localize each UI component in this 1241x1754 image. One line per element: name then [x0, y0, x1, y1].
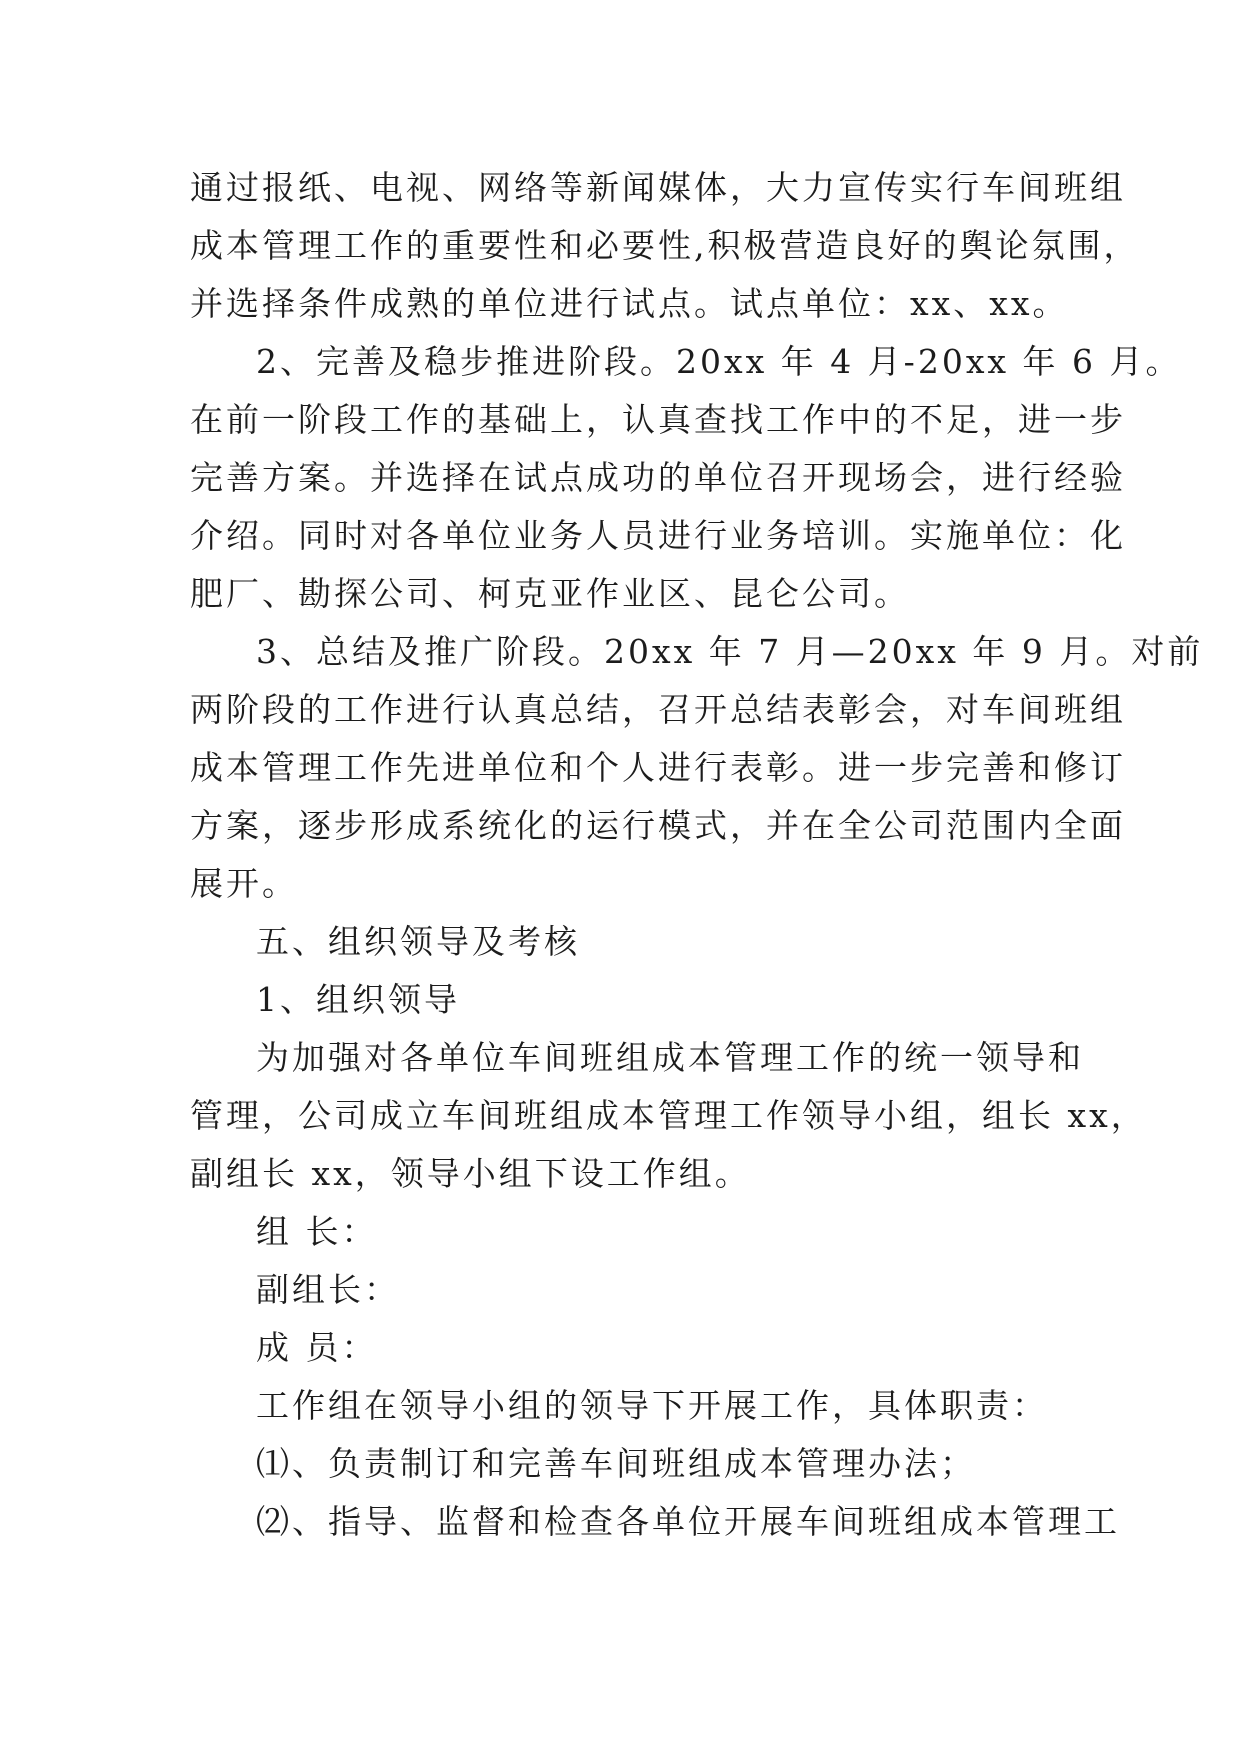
group-leader-label: 组 长： — [256, 1212, 378, 1251]
body-text-line: 肥厂、勘探公司、柯克亚作业区、昆仑公司。 — [190, 574, 910, 613]
section-heading: 五、组织领导及考核 — [256, 922, 580, 961]
body-text-line: 展开。 — [190, 864, 298, 903]
body-text-line: 在前一阶段工作的基础上，认真查找工作中的不足，进一步 — [190, 400, 1126, 439]
body-text-line: 工作组在领导小组的领导下开展工作，具体职责： — [256, 1386, 1048, 1425]
list-item: ⑵、指导、监督和检查各单位开展车间班组成本管理工 — [256, 1502, 1120, 1541]
list-item: ⑴、负责制订和完善车间班组成本管理办法； — [256, 1444, 976, 1483]
body-text-line: 介绍。同时对各单位业务人员进行业务培训。实施单位：化 — [190, 516, 1126, 555]
body-text-line: 方案，逐步形成系统化的运行模式，并在全公司范围内全面 — [190, 806, 1126, 845]
members-label: 成 员： — [256, 1328, 378, 1367]
body-text-line: 为加强对各单位车间班组成本管理工作的统一领导和 — [256, 1038, 1084, 1077]
body-text-line: 并选择条件成熟的单位进行试点。试点单位：xx、xx。 — [190, 284, 1069, 323]
body-text-line: 完善方案。并选择在试点成功的单位召开现场会，进行经验 — [190, 458, 1126, 497]
deputy-leader-label: 副组长： — [256, 1270, 400, 1309]
subsection-heading: 1、组织领导 — [256, 980, 460, 1019]
body-text-line: 成本管理工作先进单位和个人进行表彰。进一步完善和修订 — [190, 748, 1126, 787]
body-text-line: 副组长 xx，领导小组下设工作组。 — [190, 1154, 751, 1193]
body-text-line: 2、完善及稳步推进阶段。20xx 年 4 月-20xx 年 6 月。 — [256, 342, 1182, 381]
body-text-line: 成本管理工作的重要性和必要性,积极营造良好的舆论氛围， — [190, 226, 1140, 265]
body-text-line: 通过报纸、电视、网络等新闻媒体，大力宣传实行车间班组 — [190, 168, 1126, 207]
body-text-line: 管理，公司成立车间班组成本管理工作领导小组，组长 xx， — [190, 1096, 1147, 1135]
body-text-line: 两阶段的工作进行认真总结，召开总结表彰会，对车间班组 — [190, 690, 1126, 729]
body-text-line: 3、总结及推广阶段。20xx 年 7 月—20xx 年 9 月。对前 — [256, 632, 1204, 671]
